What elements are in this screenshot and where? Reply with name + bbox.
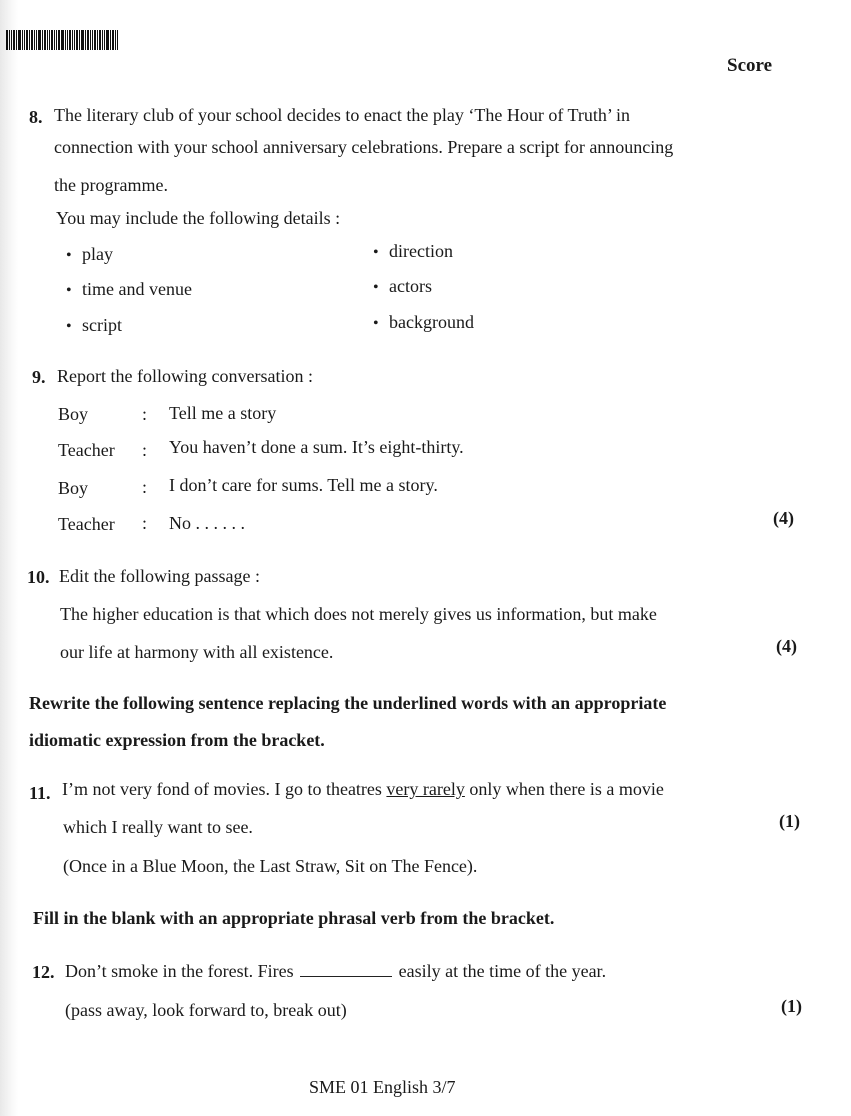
- dialogue-separator: :: [142, 404, 148, 424]
- page-footer: SME 01 English 3/7: [309, 1077, 456, 1097]
- question-8-line-1: The literary club of your school decides to enact the play ‘The Hour of Truth’ in: [54, 105, 631, 125]
- dialogue-speaker: Boy: [58, 404, 89, 424]
- question-9-marks: (4): [773, 508, 794, 528]
- detail-item: • script: [66, 314, 122, 338]
- dialogue-separator: :: [142, 513, 148, 533]
- question-10-passage-line-1: The higher education is that which does not merely gives us information, but make: [60, 604, 657, 624]
- detail-item: • background: [373, 311, 474, 335]
- dialogue-line: You haven’t done a sum. It’s eight-thirty.: [169, 437, 464, 457]
- question-8-details-intro: You may include the following details :: [56, 208, 341, 228]
- detail-item: • direction: [373, 240, 453, 264]
- phrasal-instruction: Fill in the blank with an appropriate phrasal verb from the bracket.: [33, 908, 555, 928]
- question-12-options: (pass away, look forward to, break out): [65, 1000, 347, 1020]
- dialogue-line: No . . . . . .: [169, 513, 245, 533]
- question-11-line-2: which I really want to see.: [63, 817, 253, 837]
- dialogue-speaker: Teacher: [58, 440, 115, 460]
- question-11-number: 11.: [29, 783, 51, 803]
- idiom-instruction-line-2: idiomatic expression from the bracket.: [29, 730, 325, 750]
- question-11-options: (Once in a Blue Moon, the Last Straw, Sit on The Fence).: [63, 856, 478, 876]
- dialogue-speaker: Boy: [58, 478, 89, 498]
- idiom-instruction-line-1: Rewrite the following sentence replacing the underlined words with an appropriate: [29, 693, 667, 713]
- question-12-text: Don’t smoke in the forest. Fires: [65, 961, 294, 981]
- question-10-marks: (4): [776, 636, 797, 656]
- scan-edge-shadow: [0, 0, 18, 1116]
- question-8-line-3: the programme.: [54, 175, 168, 195]
- question-11-text: I’m not very fond of movies. I go to theatres: [62, 779, 387, 799]
- detail-item: • actors: [373, 275, 432, 299]
- question-11-text: only when there is a movie: [464, 779, 664, 799]
- question-12-number: 12.: [32, 962, 55, 982]
- question-8-line-2: connection with your school anniversary celebrations. Prepare a script for announcing: [54, 137, 674, 157]
- question-10-prompt: Edit the following passage :: [59, 566, 260, 586]
- question-9-number: 9.: [32, 367, 46, 387]
- question-8-number: 8.: [29, 107, 43, 127]
- dialogue-separator: :: [142, 440, 148, 460]
- underlined-phrase: very rarely: [386, 779, 465, 799]
- question-10-number: 10.: [27, 567, 50, 587]
- question-9-prompt: Report the following conversation :: [57, 366, 313, 386]
- detail-item: • play: [66, 243, 113, 267]
- question-12-marks: (1): [781, 996, 802, 1016]
- dialogue-separator: :: [142, 477, 148, 497]
- question-10-passage-line-2: our life at harmony with all existence.: [60, 642, 334, 662]
- dialogue-line: Tell me a story: [169, 403, 277, 423]
- detail-item: • time and venue: [66, 278, 192, 302]
- question-11-line-1: [62, 778, 664, 800]
- score-label: Score: [727, 55, 773, 76]
- question-12-line-1: [65, 960, 606, 982]
- barcode: [6, 30, 130, 50]
- dialogue-line: I don’t care for sums. Tell me a story.: [169, 475, 438, 495]
- question-11-marks: (1): [779, 811, 800, 831]
- dialogue-speaker: Teacher: [58, 514, 115, 534]
- question-12-text: easily at the time of the year.: [398, 961, 607, 981]
- answer-blank[interactable]: [300, 962, 392, 977]
